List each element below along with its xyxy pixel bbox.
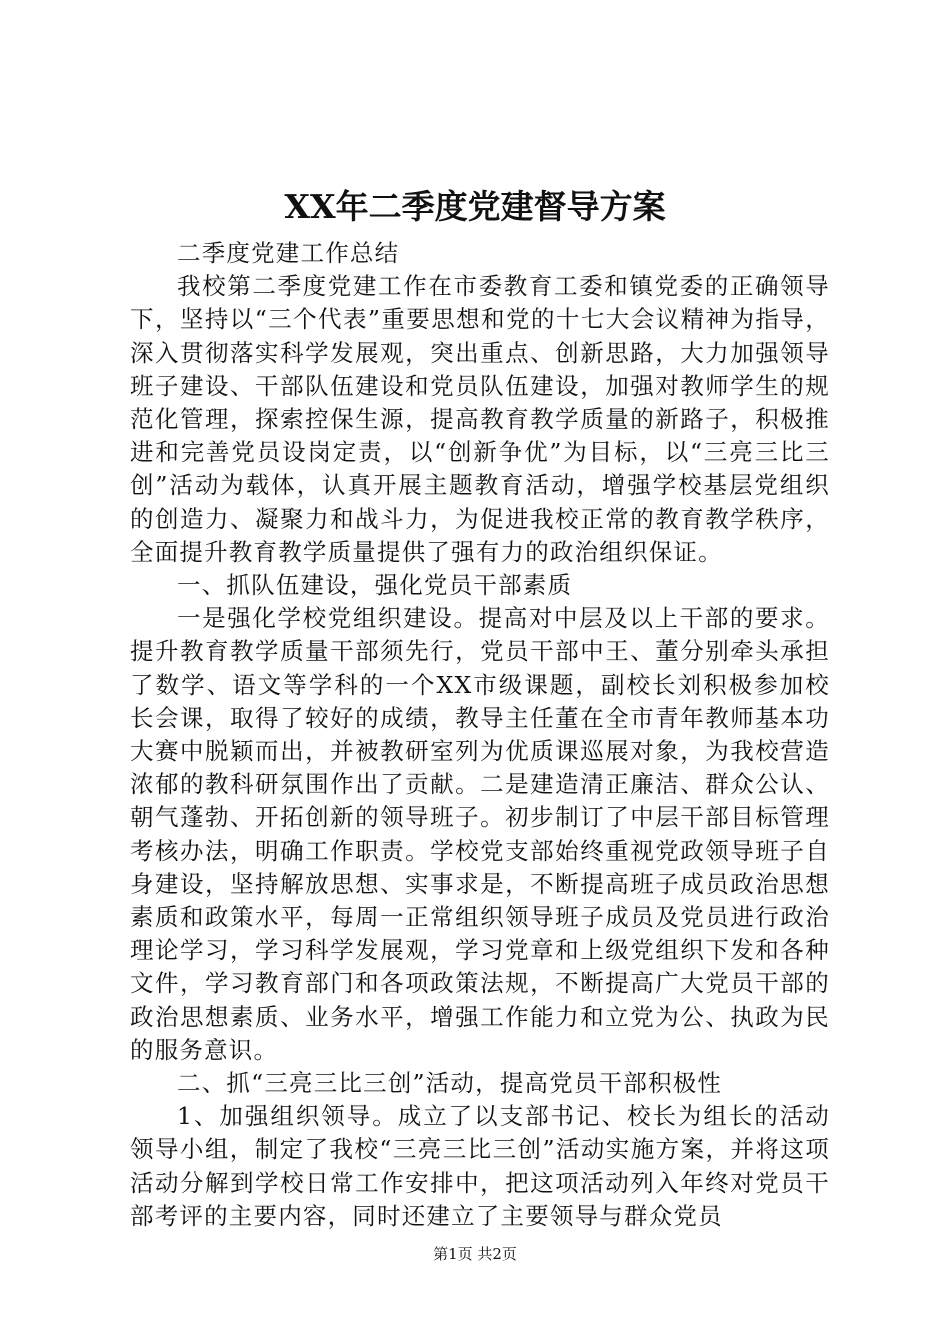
body-paragraph-intro: 我校第二季度党建工作在市委教育工委和镇党委的正确领导下，坚持以“三个代表”重要思想和党的十七大会议精神为指导，深入贯彻落实科学发展观，突出重点、创新思路，大力加强领导班子建设、干部队伍建设和党员队伍建设，加强对教师学生的规范化管理，探索控保生源，提高教育教学质量的新路子，积极推进和完善党员设岗定责，以“创新争优”为目标，以“三亮三比三创”活动为载体，认真开展主题教育活动，增强学校基层党组织的创造力、凝聚力和战斗力，为促进我校正常的教育教学秩序，全面提升教育教学质量提供了强有力的政治组织保证。	[130, 272, 830, 566]
body-paragraph-activity: 1、加强组织领导。成立了以支部书记、校长为组长的活动领导小组，制定了我校“三亮三比三创”活动实施方案，并将这项活动分解到学校日常工作安排中，把这项活动列入年终对党员干部考评的主要内容，同时还建立了主要领导与群众党员	[130, 1102, 830, 1230]
document-title: XX年二季度党建督导方案	[284, 187, 666, 226]
section-heading-team-building: 一、抓队伍建设，强化党员干部素质	[177, 571, 573, 600]
body-paragraph-team-building: 一是强化学校党组织建设。提高对中层及以上干部的要求。提升教育教学质量干部须先行，党员干部中王、董分别牵头承担了数学、语文等学科的一个XX市级课题，副校长刘积极参加校长会课，取得了较好的成绩，教导主任董在全市青年教师基本功大赛中脱颖而出，并被教研室列为优质课巡展对象，为我校营造浓郁的教科研氛围作出了贡献。二是建造清正廉洁、群众公认、朝气蓬勃、开拓创新的领导班子。初步制订了中层干部目标管理考核办法，明确工作职责。学校党支部始终重视党政领导班子自身建设，坚持解放思想、实事求是，不断提高班子成员政治思想素质和政策水平，每周一正常组织领导班子成员及党员进行政治理论学习，学习科学发展观，学习党章和上级党组织下发和各种文件，学习教育部门和各项政策法规，不断提高广大党员干部的政治思想素质、业务水平，增强工作能力和立党为公、执政为民的服务意识。	[130, 604, 830, 1064]
document-body	[130, 237, 830, 1233]
page-footer: 第1页 共2页	[433, 1245, 517, 1263]
section-heading-activity: 二、抓“三亮三比三创”活动，提高党员干部积极性	[177, 1069, 723, 1098]
section-heading-summary: 二季度党建工作总结	[177, 239, 400, 267]
